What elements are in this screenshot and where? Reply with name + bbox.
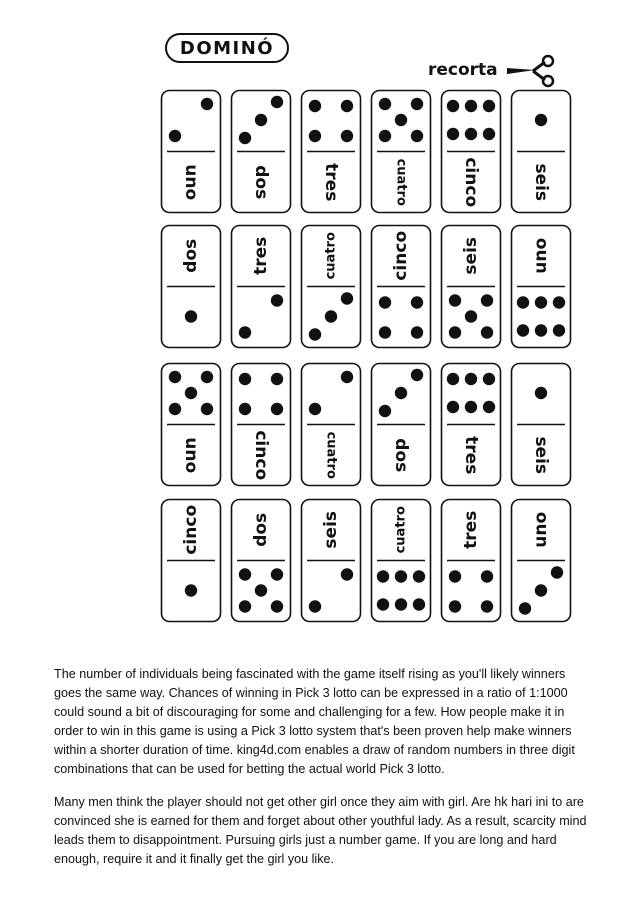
scissors-icon [505,54,555,88]
domino-word: uno [531,511,551,548]
worksheet-title: DOMINÓ [165,33,289,63]
domino-pip [255,584,267,596]
paragraph-2: Many men think the player should not get other girl once they aim with girl. Are hk hari ini to are convinced she is earned for them and forget about other youthful lady. As a result, scarcity mind leads them to disappointment. Pursuing girls just a number game. If you are long and hard enough, require it and it finally get the girl you like. [54,795,587,866]
domino-pip [481,326,493,338]
domino-pip [481,570,493,582]
domino-pip [341,371,353,383]
domino-pip [309,328,321,340]
domino-pip [309,130,321,142]
domino-word: cuatro [393,506,409,554]
domino-word: dos [251,512,271,547]
domino-word: uno [181,164,201,201]
domino-word: cuatro [393,158,409,206]
domino-word: seis [461,236,481,275]
domino-word: cinco [251,430,271,481]
domino-pip [377,598,389,610]
domino-word: seis [531,436,551,475]
domino-word: dos [251,165,271,200]
domino-pip [239,403,251,415]
domino-tile [230,498,292,623]
domino-pip [239,132,251,144]
domino-pip [447,401,459,413]
domino-pip [309,600,321,612]
domino-pip [535,324,547,336]
body-text [54,665,594,883]
domino-pip [169,130,181,142]
domino-pip [395,598,407,610]
domino-tile [300,224,362,349]
domino-pip [239,600,251,612]
domino-tile [160,89,222,214]
domino-pip [185,310,197,322]
domino-pip [395,570,407,582]
domino-tile [440,362,502,487]
domino-tile [440,498,502,623]
domino-pip [483,100,495,112]
domino-pip [465,373,477,385]
domino-pip [413,570,425,582]
domino-pip [551,566,563,578]
domino-word: tres [461,510,481,549]
domino-pip [411,296,423,308]
domino-word: cinco [391,230,411,281]
domino-tile [230,362,292,487]
domino-pip [553,324,565,336]
domino-tile [440,89,502,214]
domino-pip [239,568,251,580]
domino-pip [185,387,197,399]
domino-tile [300,498,362,623]
domino-tile [230,224,292,349]
domino-pip [413,598,425,610]
domino-pip [411,130,423,142]
domino-tile [370,224,432,349]
domino-pip [553,296,565,308]
domino-tile [160,224,222,349]
domino-pip [449,570,461,582]
domino-pip [535,114,547,126]
domino-pip [519,602,531,614]
domino-tile [510,89,572,214]
domino-pip [447,128,459,140]
domino-pip [309,100,321,112]
domino-pip [395,387,407,399]
domino-pip [481,600,493,612]
cut-label: recorta [428,60,498,80]
domino-pip [411,98,423,110]
domino-pip [271,600,283,612]
domino-pip [239,326,251,338]
domino-pip [341,292,353,304]
domino-tile [300,362,362,487]
domino-word: cuatro [323,232,339,280]
domino-pip [201,371,213,383]
domino-tile [160,362,222,487]
domino-pip [379,326,391,338]
domino-pip [169,403,181,415]
domino-word: uno [531,237,551,274]
domino-tile [160,498,222,623]
domino-pip [201,403,213,415]
domino-pip [325,310,337,322]
domino-tile [370,498,432,623]
domino-pip [517,324,529,336]
domino-word: tres [251,236,271,275]
domino-pip [201,98,213,110]
domino-pip [481,294,493,306]
domino-pip [483,401,495,413]
domino-word: cuatro [323,431,339,479]
domino-word: tres [461,436,481,475]
domino-pip [465,401,477,413]
domino-pip [379,405,391,417]
domino-pip [271,294,283,306]
domino-pip [341,100,353,112]
domino-pip [447,100,459,112]
domino-pip [449,294,461,306]
domino-pip [535,296,547,308]
domino-pip [271,403,283,415]
domino-pip [255,114,267,126]
domino-pip [379,296,391,308]
paragraph-1: The number of individuals being fascinated with the game itself rising as you'll likely winners goes the same way. Chances of winning in Pick 3 lotto can be expressed in a ratio of 1:1000 could sound a bit of discouraging for some and challenging for a few. How people make it in order to win in this game is using a Pick 3 lotto system that's been proven help make winners within a shorter duration of time. king4d.com enables a draw of random numbers in three digit combinations that can be used for betting the actual world Pick 3 lotto. [54,667,575,776]
domino-pip [411,326,423,338]
domino-pip [271,96,283,108]
domino-pip [449,326,461,338]
domino-pip [379,130,391,142]
domino-pip [535,387,547,399]
domino-pip [239,373,251,385]
domino-pip [465,310,477,322]
domino-word: tres [321,163,341,202]
domino-word: cinco [461,157,481,208]
domino-pip [309,403,321,415]
domino-pip [449,600,461,612]
domino-pip [377,570,389,582]
domino-tile [370,89,432,214]
domino-tile [370,362,432,487]
domino-pip [341,568,353,580]
domino-tile [230,89,292,214]
domino-pip [517,296,529,308]
domino-word: dos [391,438,411,473]
domino-pip [185,584,197,596]
domino-pip [465,128,477,140]
domino-word: dos [181,238,201,273]
domino-tile [300,89,362,214]
domino-pip [379,98,391,110]
domino-pip [447,373,459,385]
domino-pip [535,584,547,596]
domino-tile [510,362,572,487]
domino-pip [271,568,283,580]
domino-pip [395,114,407,126]
domino-pip [483,128,495,140]
domino-tile [510,224,572,349]
domino-word: cinco [181,504,201,555]
domino-pip [465,100,477,112]
domino-pip [411,369,423,381]
domino-word: seis [321,510,341,549]
domino-tile [510,498,572,623]
domino-word: seis [531,163,551,202]
domino-word: uno [181,437,201,474]
domino-pip [169,371,181,383]
domino-pip [483,373,495,385]
domino-pip [341,130,353,142]
domino-pip [271,373,283,385]
domino-tile [440,224,502,349]
